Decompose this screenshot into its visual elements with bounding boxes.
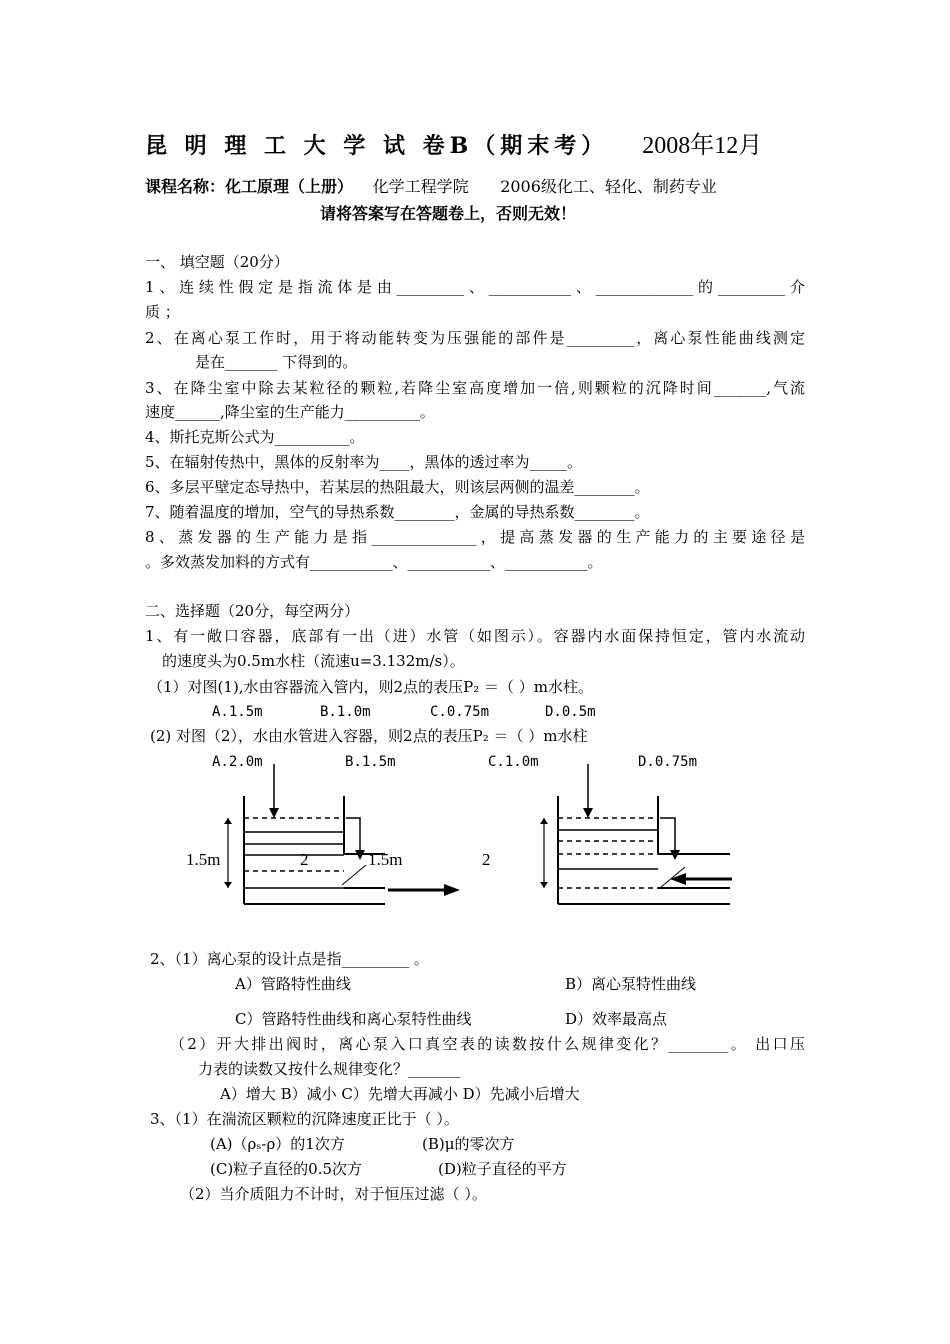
major-name: 2006级化工、轻化、制药专业 [500,177,717,196]
s1-line: 5、在辐射传热中，黑体的反射率为____，黑体的透过率为_____。 [145,453,583,471]
college-name: 化学工程学院 [372,177,469,196]
q2-part2: 力表的读数又按什么规律变化？_______ [198,1060,461,1078]
s1-line: 7、随着温度的增加，空气的导热系数________，金属的导热系数________。 [145,503,650,521]
course-name: 课程名称：化工原理（上册） [145,177,354,196]
mid-label: 1.5m [368,850,403,869]
q1-p2-option: D.0.75m [638,754,698,770]
height-label: 1.5m [186,850,221,869]
inflow-arrow-head [583,808,593,818]
q2-p1-option: C）管路特性曲线和离心泵特性曲线 [235,1010,472,1028]
q2-part1: 2、（1）离心泵的设计点是指_________ 。 [150,950,429,968]
point-2-label: 2 [482,850,491,869]
q2-p1-option: D）效率最高点 [565,1010,668,1028]
s1-line: 3、在降尘室中除去某粒径的颗粒,若降尘室高度增加一倍,则颗粒的沉降时间_______,气流 [145,379,805,397]
s1-line: 1、连续性假定是指流体是由_________、___________、_____________的_________介 [145,278,805,296]
q1-p1-option: A.1.5m [212,704,263,720]
figure-1 [186,764,460,904]
course-line [145,177,717,197]
s1-line: 速度______,降尘室的生产能力__________。 [145,403,435,421]
q3-p1-option: (D)粒子直径的平方 [438,1160,567,1178]
s1-line: 质 ； [145,303,180,321]
q1-p1-option: C.0.75m [430,704,490,720]
q3-part2: （2）当介质阻力不计时，对于恒压过滤（ ）。 [180,1185,487,1203]
q1-stem: 的速度头为0.5m水柱（流速u=3.132m/s）。 [162,652,465,670]
overflow-line [346,818,360,854]
q1-p1-option: D.0.5m [545,704,596,720]
q2-p2-options: A）增大 B）减小 C）先增大再减小 D）先减小后增大 [220,1085,580,1103]
inflow-pipe-arrow-head [670,873,686,885]
q1-part1: （1）对图(1),水由容器流入管内，则2点的表压P₂ ＝（ ）m水柱。 [148,678,593,696]
outflow-arrow-head [444,884,460,896]
s1-line: 是在_______ 下得到的。 [195,353,358,371]
q3-p1-option: (A)（ρₛ-ρ）的1次方 [210,1135,345,1153]
inflow-arrow-head [269,808,279,818]
exam-date: 2008年12月 [642,133,763,159]
s1-line: 8、蒸发器的生产能力是指______________，提高蒸发器的生产能力的主要途径是 [145,528,805,546]
q2-p1-option: A）管路特性曲线 [235,975,351,993]
q1-p2-option: A.2.0m [212,754,263,770]
q1-p1-option: B.1.0m [320,704,371,720]
tank-figures [170,762,770,922]
q2-part2: （2）开大排出阀时，离心泵入口真空表的读数按什么规律变化？________。 出口压 [170,1035,805,1053]
q3-p1-option: (C)粒子直径的0.5次方 [210,1160,363,1178]
q3-p1-option: (B)μ的零次方 [422,1135,515,1153]
answer-notice: 请将答案写在答题卷上，否则无效！ [320,204,577,223]
s1-line: 4、斯托克斯公式为__________。 [145,428,365,446]
figure-2 [482,764,732,904]
overflow-line [660,818,675,854]
q1-p2-option: B.1.5m [345,754,396,770]
section1-heading: 一、 填空题（20分） [145,253,289,271]
s1-line: 2、在离心泵工作时，用于将动能转变为压强能的部件是_________，离心泵性能曲线测定 [145,329,805,347]
s1-line: 6、多层平壁定态导热中，若某层的热阻最大，则该层两侧的温差________。 [145,478,650,496]
section2-heading: 二、选择题（20分，每空两分） [145,602,360,620]
q1-stem: 1、有一敞口容器，底部有一出（进）水管（如图示）。容器内水面保持恒定，管内水流动 [145,627,805,645]
q3-part1: 3、（1）在湍流区颗粒的沉降速度正比于（ ）。 [150,1110,459,1128]
q1-p2-option: C.1.0m [488,754,539,770]
q2-p1-option: B）离心泵特性曲线 [565,975,697,993]
point-2-label: 2 [300,850,309,869]
point-2-leader [342,865,366,885]
q1-part2: (2) 对图（2），水由水管进入容器，则2点的表压P₂ ＝（ ）m水柱 [150,727,588,745]
s1-line: 。多效蒸发加料的方式有___________、___________、___________。 [145,553,603,571]
exam-title: 昆 明 理 工 大 学 试 卷B（期末考） 2008年12月 [145,133,763,159]
